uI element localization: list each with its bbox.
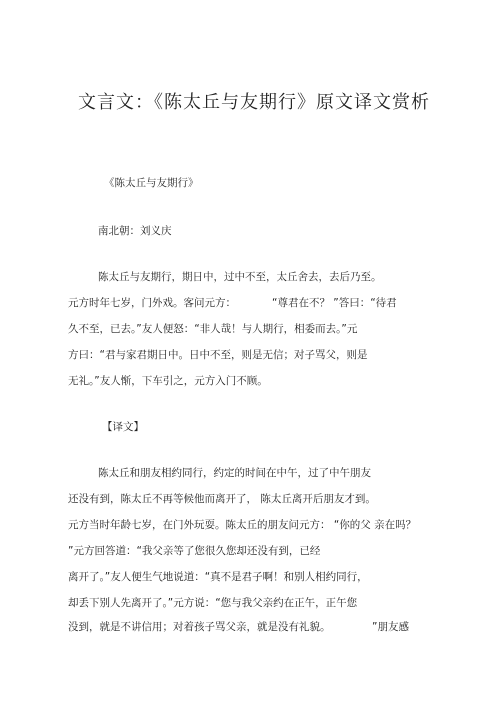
translation-line-1: 陈太丘和朋友相约同行，约定的时间在中午，过了中午朋友 bbox=[98, 467, 371, 479]
document-title: 文言文：《陈太丘与友期行》原文译文赏析 bbox=[78, 92, 430, 113]
translation-line-2: 还没有到，陈太丘不再等候他而离开了， 陈太丘离开后朋友才到。 bbox=[68, 493, 376, 505]
original-line-5: 方曰：“君与家君期日中。日中不至，则是无信；对子骂父，则是 bbox=[68, 349, 368, 361]
translation-line-3: 元方当时年龄七岁，在门外玩耍。陈太丘的朋友问元方： “你的父 亲在吗？ bbox=[68, 519, 417, 531]
original-line-3: “尊君在不？ ”答曰：“待君 bbox=[272, 297, 397, 309]
translation-line-5: 离开了。”友人便生气地说道：“真不是君子啊！和别人相约同行， bbox=[68, 571, 368, 583]
author-line: 南北朝：刘义庆 bbox=[98, 225, 172, 237]
translation-line-4: ”元方回答道：“我父亲等了您很久您却还没有到，已经 bbox=[68, 545, 321, 557]
original-line-2: 元方时年七岁，门外戏。客问元方： bbox=[68, 297, 236, 309]
original-line-1: 陈太丘与友期行，期日中，过中不至，太丘舍去，去后乃至。 bbox=[98, 271, 382, 283]
translation-line-8: ”朋友感 bbox=[372, 621, 409, 633]
translation-heading: 【译文】 bbox=[102, 421, 144, 433]
translation-line-6: 却丢下别人先离开了。”元方说：“您与我父亲约在正午，正午您 bbox=[68, 597, 358, 609]
translation-line-7: 没到，就是不讲信用；对着孩子骂父亲，就是没有礼貌。 bbox=[68, 621, 331, 633]
original-line-6: 无礼。”友人惭，下车引之，元方入门不顾。 bbox=[68, 375, 268, 387]
original-heading: 《陈太丘与友期行》 bbox=[104, 177, 199, 189]
original-line-4: 久不至，已去。”友人便怒：“非人哉！与人期行，相委而去。”元 bbox=[68, 323, 358, 335]
